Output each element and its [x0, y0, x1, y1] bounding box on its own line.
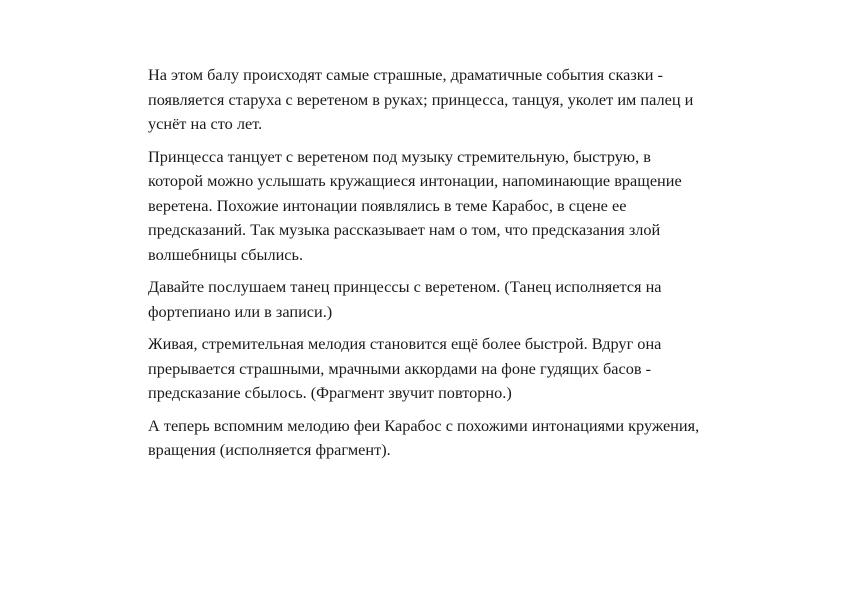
paragraph-line: появляется старуха с веретеном в руках; принцесса, танцуя, уколет им палец и [148, 89, 694, 109]
paragraph-1 [148, 63, 768, 137]
text-body [148, 63, 768, 471]
paragraph-line: прерывается страшными, мрачными аккордами на фоне гудящих басов - [148, 358, 652, 378]
paragraph-2 [148, 145, 768, 268]
paragraph-line: Давайте послушаем танец принцессы с веретеном. (Танец исполняется на [148, 277, 662, 296]
paragraph-line: Живая, стремительная мелодия становится ещё более быстрой. Вдруг она [148, 334, 662, 353]
paragraph-line: фортепиано или в записи.) [148, 301, 333, 321]
paragraph-line: веретена. Похожие интонации появлялись в теме Карабос, в сцене ее [148, 195, 627, 215]
paragraph-5 [148, 414, 768, 463]
paragraph-line: вращения (исполняется фрагмент). [148, 440, 391, 459]
paragraph-line: А теперь вспомним мелодию феи Карабос с похожими интонациями кружения, [148, 415, 700, 435]
paragraph-3 [148, 275, 768, 324]
paragraph-4 [148, 332, 768, 406]
paragraph-line: которой можно услышать кружащиеся интонации, напоминающие вращение [148, 171, 682, 190]
paragraph-line: Принцесса танцует с веретеном под музыку стремительную, быструю, в [148, 146, 651, 166]
paragraph-line: волшебницы сбылись. [148, 244, 304, 264]
paragraph-line: предсказаний. Так музыка рассказывает нам о том, что предсказания злой [148, 220, 661, 239]
paragraph-line: уснёт на сто лет. [148, 114, 263, 133]
paragraph-line: предсказание сбылось. (Фрагмент звучит повторно.) [148, 383, 512, 402]
paragraph-line: На этом балу происходят самые страшные, драматичные события сказки - [148, 65, 663, 84]
